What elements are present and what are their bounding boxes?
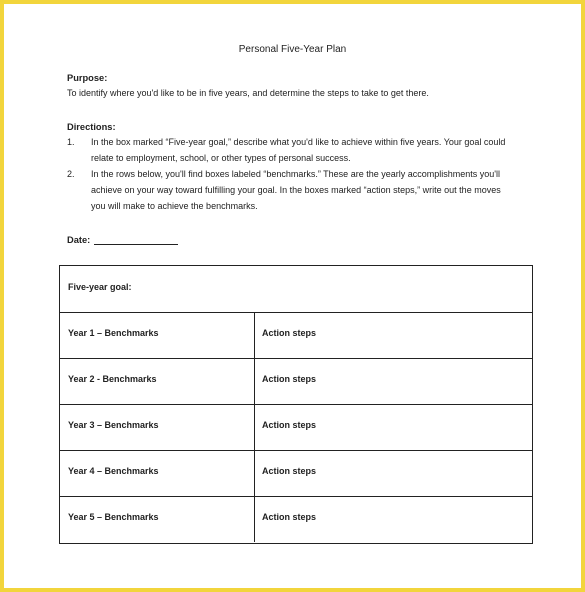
purpose-text: To identify where you'd like to be in five years, and determine the steps to take to get there. <box>67 88 429 98</box>
benchmark-cell[interactable]: Year 4 – Benchmarks <box>68 466 159 476</box>
direction-1-line-2: relate to employment, school, or other types of personal success. <box>91 153 351 163</box>
direction-2-line-3: you will make to achieve the benchmarks. <box>91 201 258 211</box>
table-row <box>60 496 532 542</box>
column-divider <box>254 450 255 496</box>
document-page <box>4 4 581 588</box>
column-divider <box>254 312 255 358</box>
table-row <box>60 312 532 359</box>
column-divider <box>254 404 255 450</box>
direction-2-line-2: achieve on your way toward fulfilling your goal. In the boxes marked “action steps,” write out the moves <box>91 185 501 195</box>
directions-heading: Directions: <box>67 122 116 132</box>
purpose-heading: Purpose: <box>67 73 108 83</box>
table-row <box>60 358 532 405</box>
benchmark-cell[interactable]: Year 5 – Benchmarks <box>68 512 159 522</box>
table-row <box>60 450 532 497</box>
action-steps-cell[interactable]: Action steps <box>262 420 317 430</box>
column-divider <box>254 496 255 542</box>
direction-2-line-1: In the rows below, you'll find boxes labeled “benchmarks.” These are the yearly accomplishments you'll <box>91 169 500 179</box>
benchmark-cell[interactable]: Year 3 – Benchmarks <box>68 420 159 430</box>
plan-table <box>59 265 533 544</box>
benchmark-cell[interactable]: Year 2 - Benchmarks <box>68 374 157 384</box>
direction-1-line-1: In the box marked “Five-year goal,” describe what you'd like to achieve within five years. Your goal could <box>91 137 506 147</box>
document-title: Personal Five-Year Plan <box>238 44 347 55</box>
action-steps-cell[interactable]: Action steps <box>262 512 317 522</box>
goal-row[interactable] <box>60 266 532 313</box>
benchmark-cell[interactable]: Year 1 – Benchmarks <box>68 328 159 338</box>
goal-label: Five-year goal: <box>68 282 132 292</box>
date-label: Date: <box>67 235 91 245</box>
date-blank-line[interactable] <box>94 234 178 245</box>
action-steps-cell[interactable]: Action steps <box>262 466 317 476</box>
direction-1-number: 1. <box>67 137 75 147</box>
table-row <box>60 404 532 451</box>
direction-2-number: 2. <box>67 169 75 179</box>
column-divider <box>254 358 255 404</box>
action-steps-cell[interactable]: Action steps <box>262 374 317 384</box>
action-steps-cell[interactable]: Action steps <box>262 328 317 338</box>
date-field <box>67 234 178 245</box>
